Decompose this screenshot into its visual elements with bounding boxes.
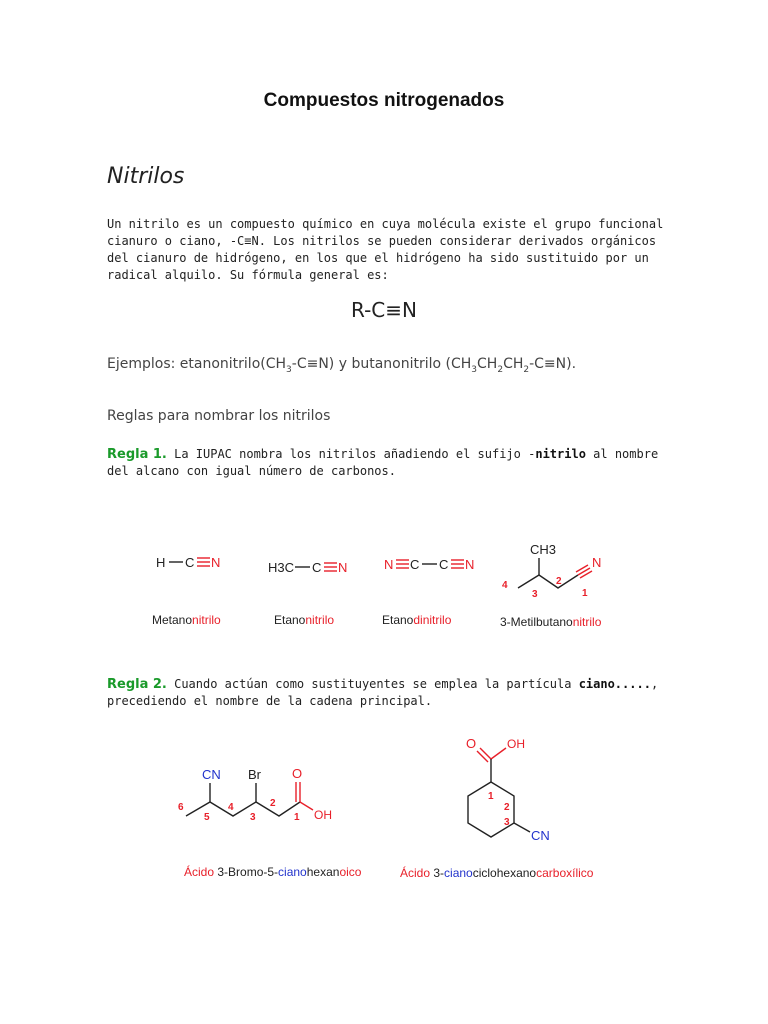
- general-formula: R-C≡N: [351, 298, 417, 322]
- metanonitrilo-structure: [152, 555, 221, 627]
- examples-subscript: 3: [471, 364, 478, 375]
- rule-2-text-end: , precediendo el nombre de la cadena principal.: [107, 677, 659, 708]
- rule-2: [107, 676, 667, 710]
- examples-subscript: 3: [286, 364, 292, 375]
- rule-1-text: La IUPAC nombra los nitrilos añadiendo el sufijo -: [166, 447, 536, 461]
- examples-text: Ejemplos: etanonitrilo(CH: [107, 356, 287, 372]
- examples-subscript: 2: [523, 364, 530, 375]
- atom-ch3: CH3: [530, 542, 557, 557]
- br-substituent: Br: [248, 767, 261, 782]
- locant: 3: [532, 589, 538, 600]
- metanonitrilo-label: Metanonitrilo: [152, 613, 221, 627]
- locant: 1: [488, 791, 494, 802]
- etanonitrilo-structure: [268, 560, 347, 627]
- atom-n: N: [465, 557, 475, 572]
- rules-heading: Reglas para nombrar los nitrilos: [107, 408, 331, 424]
- locant: 4: [502, 580, 508, 591]
- locant: 4: [228, 802, 234, 813]
- locant: 2: [270, 798, 276, 809]
- examples-text: CH: [503, 356, 524, 372]
- atom-c: C: [312, 560, 322, 575]
- page-title: Compuestos nitrogenados: [263, 90, 505, 111]
- atom-n: N: [211, 555, 221, 570]
- rule-1-label: Regla 1.: [107, 447, 167, 462]
- atom-c: C: [410, 557, 420, 572]
- intro-paragraph: Un nitrilo es un compuesto químico en cuya molécula existe el grupo funcional cianuro o ciano, -C≡N. Los nitrilos se pueden considerar derivados orgánicos del cianuro de hidrógeno, en los que el hidrógeno ha sido sustituido por un radical alquilo. Su fórmula general es:: [107, 217, 664, 282]
- rule-1-text-end: al nombre del alcano con igual número de carbonos.: [107, 447, 659, 478]
- atom-oh: OH: [314, 808, 332, 822]
- rule-1: [107, 446, 667, 480]
- ciano-substituent-figure: [160, 726, 640, 891]
- rule-2-label: Regla 2.: [107, 677, 167, 692]
- etanodinitrilo-structure: [382, 557, 474, 627]
- locant: 6: [178, 802, 184, 813]
- atom-n: N: [592, 555, 602, 570]
- examples-text: CH: [477, 356, 498, 372]
- atom-c: C: [439, 557, 449, 572]
- locant: 3: [504, 817, 510, 828]
- locant: 5: [204, 812, 210, 823]
- atom-n: N: [384, 557, 394, 572]
- atom-o: O: [292, 766, 303, 781]
- rule-2-text: Cuando actúan como sustituyentes se emplea la partícula: [166, 677, 579, 691]
- examples-line: [107, 356, 576, 375]
- ciano-ciclohexano-label: Ácido 3-cianociclohexanocarboxílico: [400, 866, 594, 880]
- atom-n: N: [338, 560, 348, 575]
- locant: 1: [582, 588, 588, 599]
- bromo-ciano-hexanoic-acid-structure: [178, 766, 362, 879]
- ciano-ciclohexano-carboxilic-acid-structure: [400, 736, 594, 880]
- locant: 1: [294, 812, 300, 823]
- examples-subscript: 2: [497, 364, 504, 375]
- section-heading: Nitrilos: [107, 164, 185, 189]
- metilbutanonitrilo-structure: [500, 542, 602, 629]
- metilbutanonitrilo-label: 3-Metilbutanonitrilo: [500, 615, 602, 629]
- examples-text: -C≡N) y butanonitrilo (CH: [291, 356, 472, 372]
- nitrile-examples-figure: [140, 530, 640, 640]
- atom-oh: OH: [507, 737, 525, 751]
- atom-c: C: [185, 555, 195, 570]
- rule-1-bold: nitrilo: [535, 447, 586, 461]
- rule-2-bold: ciano.....: [578, 677, 651, 691]
- examples-text: -C≡N).: [529, 356, 577, 372]
- locant: 3: [250, 812, 256, 823]
- cn-substituent: CN: [202, 767, 221, 782]
- atom-h3c: H3C: [268, 560, 295, 575]
- etanodinitrilo-label: Etanodinitrilo: [382, 613, 452, 627]
- cn-substituent: CN: [531, 828, 550, 843]
- atom-o: O: [466, 736, 477, 751]
- locant: 2: [504, 802, 510, 813]
- etanonitrilo-label: Etanonitrilo: [274, 613, 335, 627]
- bromo-ciano-hexanoic-label: Ácido 3-Bromo-5-cianohexanoico: [184, 865, 362, 879]
- locant: 2: [556, 576, 562, 587]
- atom-h: H: [156, 555, 166, 570]
